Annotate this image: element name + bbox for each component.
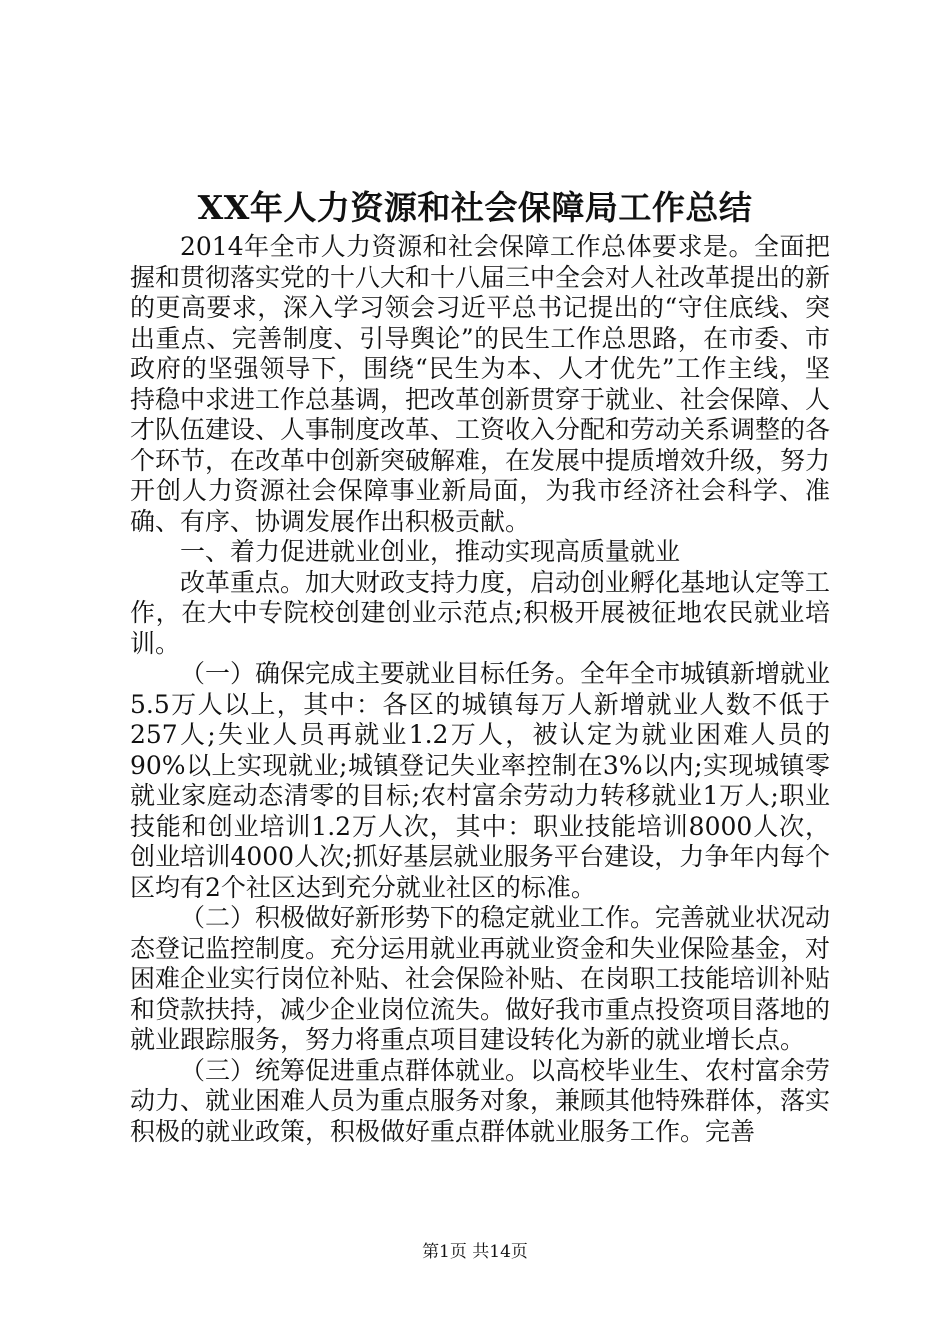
- document-title: XX年人力资源和社会保障局工作总结: [197, 188, 753, 227]
- subsection-2-paragraph: （二）积极做好新形势下的稳定就业工作。完善就业状况动态登记监控制度。充分运用就业再就业资金和失业保险基金，对困难企业实行岗位补贴、社会保险补贴、在岗职工技能培训补贴和贷款扶持，减少企业岗位流失。做好我市重点投资项目落地的就业跟踪服务，努力将重点项目建设转化为新的就业增长点。: [130, 903, 831, 1054]
- intro-paragraph: 2014年全市人力资源和社会保障工作总体要求是。全面把握和贯彻落实党的十八大和十八届三中全会对人社改革提出的新的更高要求，深入学习领会习近平总书记提出的“守住底线、突出重点、完善制度、引导舆论”的民生工作总思路，在市委、市政府的坚强领导下，围绕“民生为本、人才优先”工作主线，坚持稳中求进工作总基调，把改革创新贯穿于就业、社会保障、人才队伍建设、人事制度改革、工资收入分配和劳动关系调整的各个环节，在改革中创新突破解难，在发展中提质增效升级，努力开创人力资源社会保障事业新局面，为我市经济社会科学、准确、有序、协调发展作出积极贡献。: [130, 232, 831, 536]
- page-footer: 第1页 共14页: [422, 1242, 528, 1262]
- reform-paragraph: 改革重点。加大财政支持力度，启动创业孵化基地认定等工作，在大中专院校创建创业示范点;积极开展被征地农民就业培训。: [130, 567, 831, 658]
- subsection-1-paragraph: （一）确保完成主要就业目标任务。全年全市城镇新增就业5.5万人以上，其中：各区的城镇每万人新增就业人数不低于257人;失业人员再就业1.2万人，被认定为就业困难人员的90%以上实现就业;城镇登记失业率控制在3%以内;实现城镇零就业家庭动态清零的目标;农村富余劳动力转移就业1万人;职业技能和创业培训1.2万人次，其中：职业技能培训8000人次，创业培训4000人次;抓好基层就业服务平台建设，力争年内每个区均有2个社区达到充分就业社区的标准。: [130, 659, 831, 902]
- document-body: [130, 232, 830, 1147]
- section-heading: 一、着力促进就业创业，推动实现高质量就业: [180, 537, 681, 566]
- subsection-3-paragraph: （三）统筹促进重点群体就业。以高校毕业生、农村富余劳动力、就业困难人员为重点服务对象，兼顾其他特殊群体，落实积极的就业政策，积极做好重点群体就业服务工作。完善: [130, 1055, 831, 1146]
